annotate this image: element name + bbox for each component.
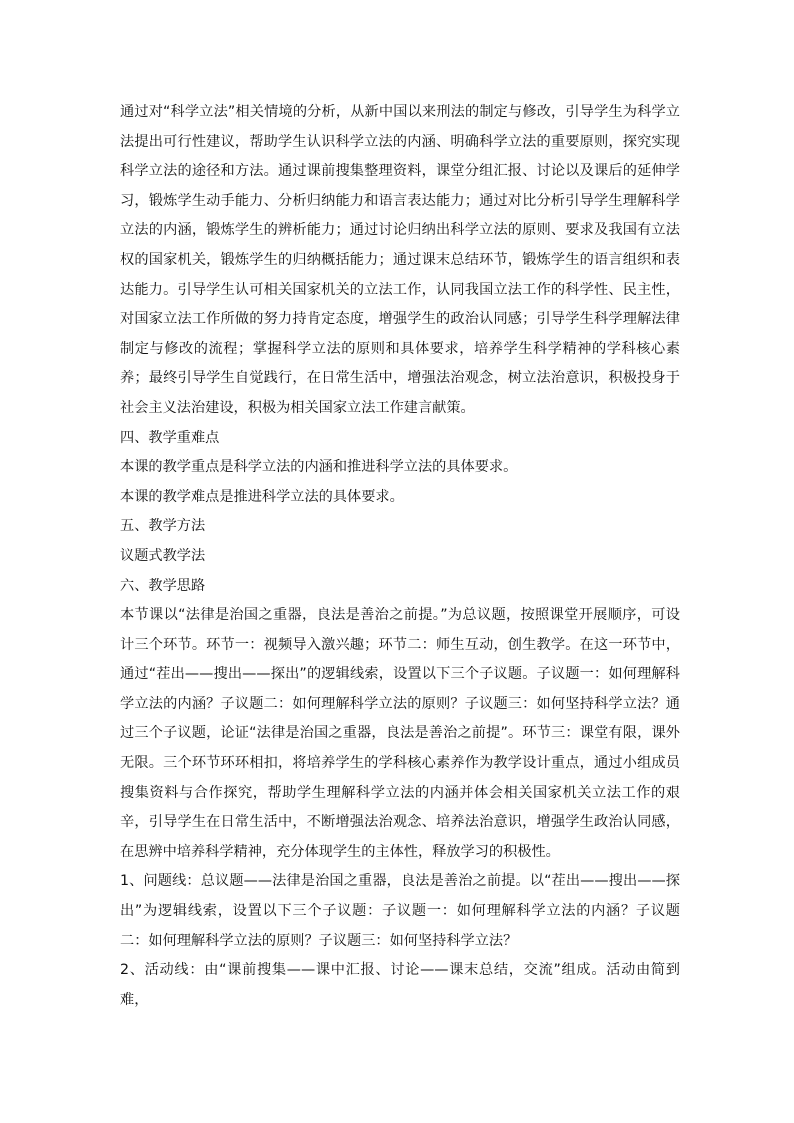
document-page [120, 98, 680, 1015]
paragraph-approach: 本节课以“法律是治国之重器，良法是善治之前提。”为总议题，按照课堂开展顺序，可设计三个环节。环节一：视频导入激兴趣；环节二：师生互动，创生教学。在这一环节中，通过“茬出——搜出——探出”的逻辑线索，设置以下三个子议题。子议题一：如何理解科学立法的内涵？子议题二：如何理解科学立法的原则？子议题三：如何坚持科学立法？通过三个子议题，论证“法律是治国之重器，良法是善治之前提”。环节三：课堂有限，课外无限。三个环节环环相扣，将培养学生的学科核心素养作为教学设计重点，通过小组成员搜集资料与合作探究，帮助学生理解科学立法的内涵并体会相关国家机关立法工作的艰辛，引导学生在日常生活中，不断增强法治观念、培养法治意识，增强学生政治认同感，在思辨中培养科学精神，充分体现学生的主体性，释放学习的积极性。 [120, 607, 680, 860]
heading-teaching-approach: 六、教学思路 [120, 577, 206, 594]
paragraph-method: 议题式教学法 [120, 547, 206, 564]
heading-key-difficult-points: 四、教学重难点 [120, 429, 220, 446]
paragraph-objectives: 通过对“科学立法”相关情境的分析，从新中国以来刑法的制定与修改，引导学生为科学立法提出可行性建议，帮助学生认识科学立法的内涵、明确科学立法的重要原则，探究实现科学立法的途径和方法。通过课前搜集整理资料，课堂分组汇报、讨论以及课后的延伸学习，锻炼学生动手能力、分析归纳能力和语言表达能力；通过对比分析引导学生理解科学立法的内涵，锻炼学生的辨析能力；通过讨论归纳出科学立法的原则、要求及我国有立法权的国家机关，锻炼学生的归纳概括能力；通过课末总结环节，锻炼学生的语言组织和表达能力。引导学生认可相关国家机关的立法工作，认同我国立法工作的科学性、民主性，对国家立法工作所做的努力持肯定态度，增强学生的政治认同感；引导学生科学理解法律制定与修改的流程；掌握科学立法的原则和具体要求，培养学生科学精神的学科核心素养；最终引导学生自觉践行，在日常生活中，增强法治观念，树立法治意识，积极投身于社会主义法治建设，积极为相关国家立法工作建言献策。 [120, 104, 680, 416]
paragraph-difficult-point: 本课的教学难点是推进科学立法的具体要求。 [120, 488, 404, 505]
paragraph-activity-line: 2、活动线：由“课前搜集——课中汇报、讨论——课末总结，交流”组成。活动由简到难， [120, 962, 680, 1008]
heading-teaching-method: 五、教学方法 [120, 518, 206, 535]
paragraph-question-line: 1、问题线：总议题——法律是治国之重器，良法是善治之前提。以“茬出——搜出——探出”为逻辑线索，设置以下三个子议题：子议题一：如何理解科学立法的内涵？子议题二：如何理解科学立法的原则？子议题三：如何坚持科学立法？ [120, 873, 680, 949]
paragraph-key-point: 本课的教学重点是科学立法的内涵和推进科学立法的具体要求。 [120, 459, 518, 476]
